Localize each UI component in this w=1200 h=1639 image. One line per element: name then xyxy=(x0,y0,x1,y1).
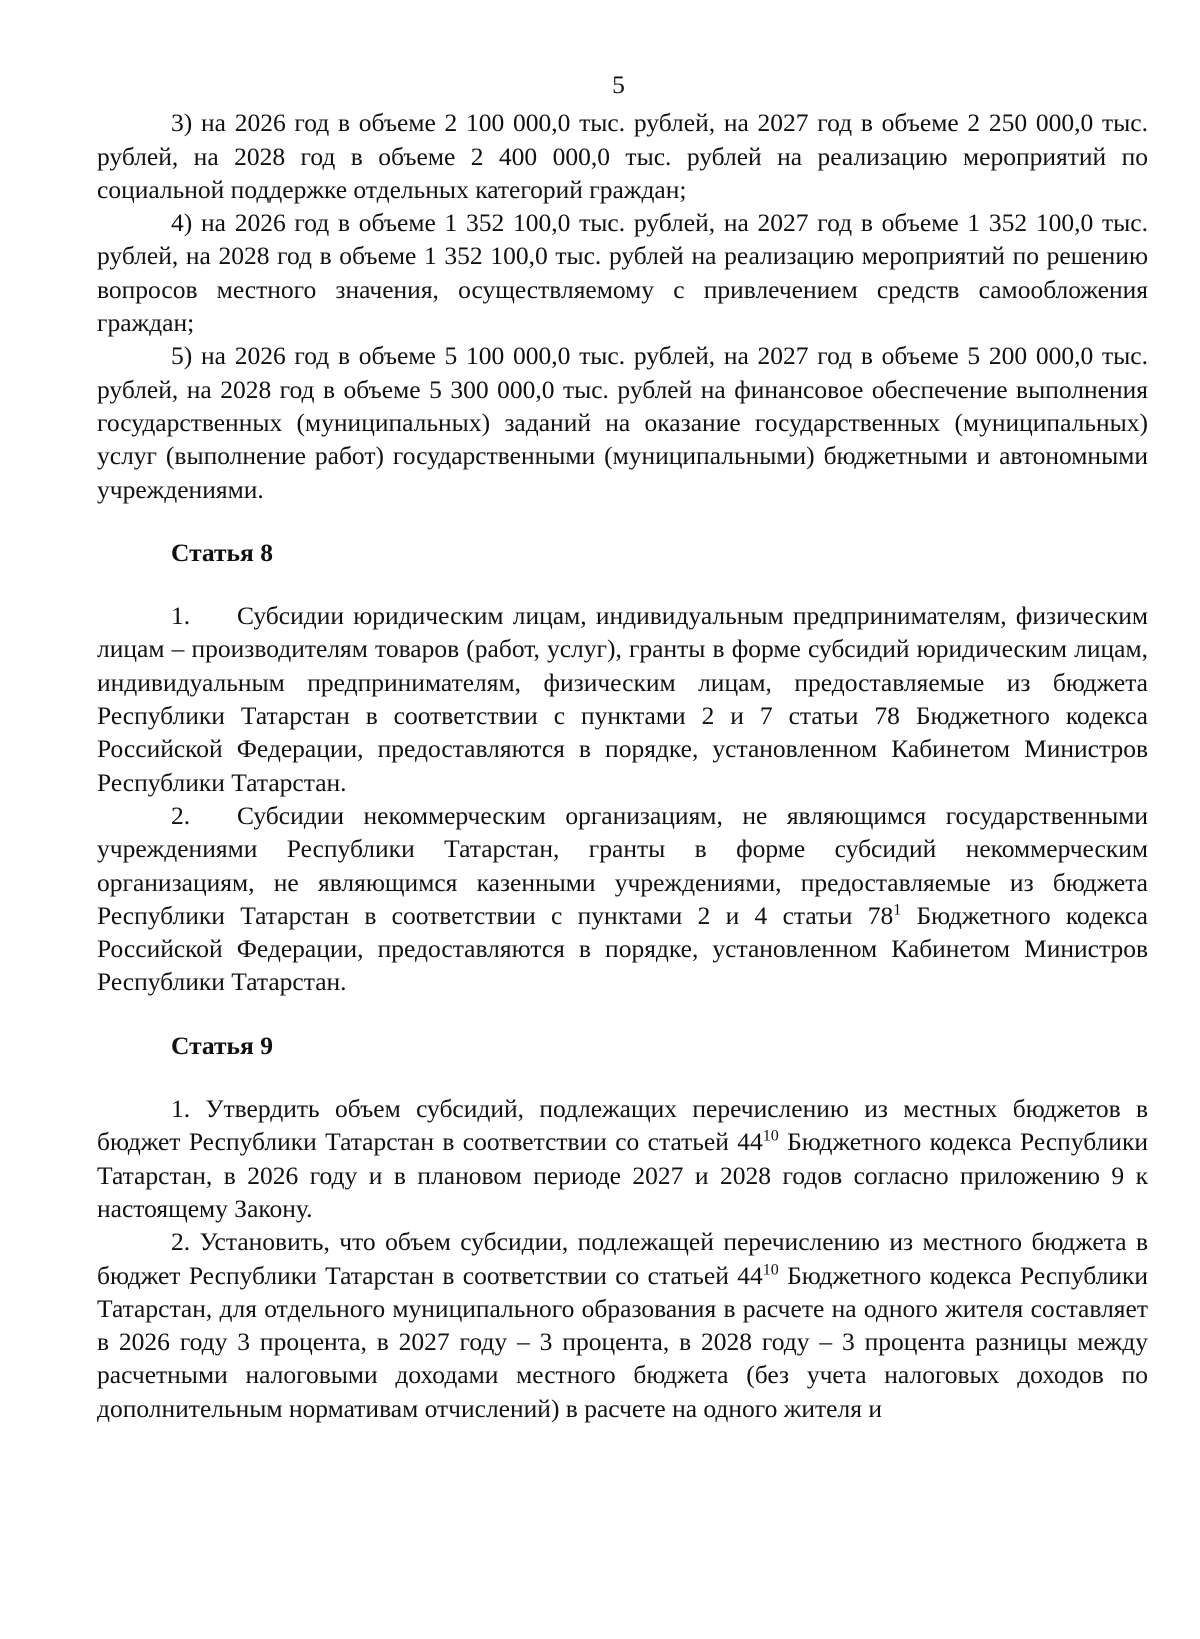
article8-item-2 xyxy=(97,799,1148,999)
article8-item-2-text-end: Бюджетного кодекса Российской Федерации, предоставляются в порядке, установленном Кабинетом Министров Республики Татарстан. xyxy=(97,900,1148,997)
article9-item-2-text: 2. Установить, что объем субсидии, подлежащей перечислению из местного бюджета в бюджет Республики Татарстан в соответствии со статьей 44 xyxy=(97,1227,1148,1290)
article8-item-2-text: Субсидии некоммерческим организациям, не являющимся государственными учреждениями Республики Татарстан, гранты в форме субсидий некоммерческим организациям, не являющимся казенными учреждениями, предоставляемые из бюджета Республики Татарстан в соответствии с пунктами 2 и 4 статьи 78 xyxy=(97,800,1148,930)
article9-item-1 xyxy=(97,1092,1148,1225)
article9-item-1-superscript: 10 xyxy=(762,1127,779,1145)
article8-item-1-text: Субсидии юридическим лицам, индивидуальным предпринимателям, физическим лицам – производителям товаров (работ, услуг), гранты в форме субсидий юридическим лицам, индивидуальным предпринимателям, физическим лицам, предоставляемые из бюджета Республики Татарстан в соответствии с пунктами 2 и 7 статьи 78 Бюджетного кодекса Российской Федерации, предоставляются в порядке, установленном Кабинетом Министров Республики Татарстан. xyxy=(97,601,1148,797)
article8-item-2-number: 2. xyxy=(171,800,191,830)
article8-heading: Статья 8 xyxy=(171,537,273,567)
article9-item-2-superscript: 10 xyxy=(762,1261,779,1278)
article7-item-5: 5) на 2026 год в объеме 5 100 000,0 тыс. рублей, на 2027 год в объеме 5 200 000,0 тыс. рублей, на 2028 год в объеме 5 300 000,0 тыс. рублей на финансовое обеспечение выполнения государственных (муниципальных) заданий на оказание государственных (муниципальных) услуг (выполнение работ) государственными (муниципальными) бюджетными и автономными учреждениями. xyxy=(97,341,1148,504)
page-number: 5 xyxy=(612,70,625,99)
article9-item-1-text: 1. Утвердить объем субсидий, подлежащих перечислению из местных бюджетов в бюджет Республики Татарстан в соответствии со статьей 44 xyxy=(97,1094,1148,1157)
article7-item-4: 4) на 2026 год в объеме 1 352 100,0 тыс. рублей, на 2027 год в объеме 1 352 100,0 тыс. рублей, на 2028 год в объеме 1 352 100,0 тыс. рублей на реализацию мероприятий по решению вопросов местного значения, осуществляемому с привлечением средств самообложения граждан; xyxy=(97,208,1148,338)
article7-item-3: 3) на 2026 год в объеме 2 100 000,0 тыс. рублей, на 2027 год в объеме 2 250 000,0 тыс. рублей, на 2028 год в объеме 2 400 000,0 тыс. рублей на реализацию мероприятий по социальной поддержке отдельных категорий граждан; xyxy=(97,108,1148,204)
article8-item-1 xyxy=(97,599,1148,799)
article9-heading: Статья 9 xyxy=(171,1030,273,1060)
article8-item-1-number: 1. xyxy=(171,601,191,631)
article9-item-2 xyxy=(97,1225,1148,1425)
article9-item-2-text-end: Бюджетного кодекса Республики Татарстан, для отдельного муниципального образования в расчете на одного жителя составляет в 2026 году 3 процента, в 2027 году – 3 процента, в 2028 году – 3 процента разницы между расчетными налоговыми доходами местного бюджета (без учета налоговых доходов по дополнительным нормативам отчислений) в расчете на одного жителя и xyxy=(97,1260,1148,1423)
article8-item-2-superscript: 1 xyxy=(893,901,902,919)
article9-item-1-text-end: Бюджетного кодекса Республики Татарстан, в 2026 году и в плановом периоде 2027 и 2028 годов согласно приложению 9 к настоящему Закону. xyxy=(97,1127,1148,1223)
